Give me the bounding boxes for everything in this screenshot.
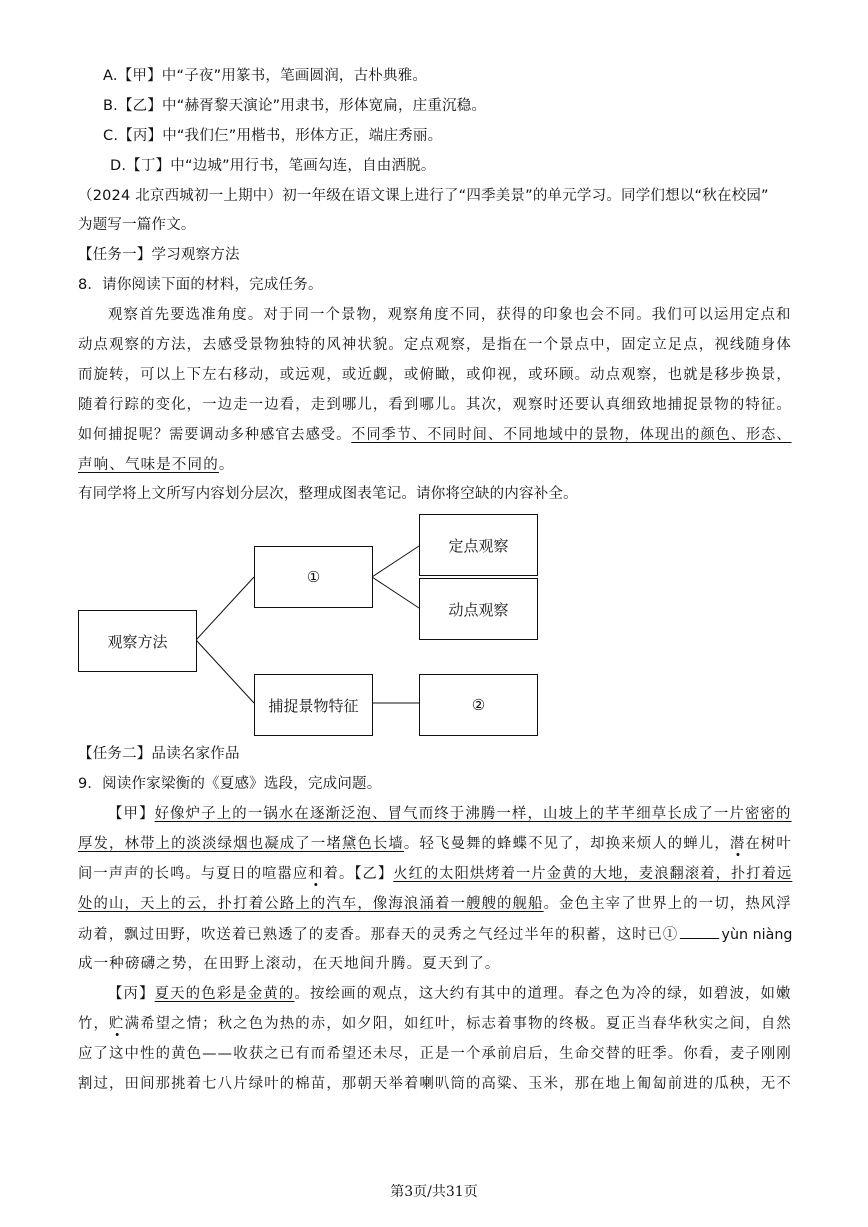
underlined-text: 不同季节、不同时间、不同地域中的景物，体现出的颜色、形态、 <box>351 427 792 443</box>
passage2-line-10: 割过，田间那挑着七八片绿叶的棉苗，那朝天举着喇叭筒的高粱、玉米，那在地上匍匐前进的瓜秧，无不 <box>78 1076 792 1092</box>
passage1-line-2: 动点观察的方法，去感受景物独特的风神状貌。定点观察，是指在一个景点中，固定立足点，视线随身体 <box>78 337 792 353</box>
task2-heading: 【任务二】品读名家作品 <box>78 746 240 762</box>
option-b: B.【乙】中“赫胥黎天演论”用隶书，形体宽扁，庄重沉稳。 <box>103 98 487 114</box>
intro-line-2: 为题写一篇作文。 <box>78 217 196 233</box>
passage2-line-5: 动着，飘过田野，吹送着已熟透了的麦香。那春天的灵秀之气经过半年的积蓄，这时已① yùn niàng <box>78 924 792 945</box>
diagram-moving-label: 动点观察 <box>448 600 509 619</box>
task1-heading: 【任务一】学习观察方法 <box>78 247 240 263</box>
diagram-root-label: 观察方法 <box>107 632 168 651</box>
blank-marker-2: ② <box>471 696 486 714</box>
page-number: 第3页/共31页 <box>390 1184 478 1200</box>
passage2-line-2: 厚发，林带上的淡淡绿烟也凝成了一堵黛色长墙。轻飞曼舞的蜂蝶不见了，却换来烦人的蝉儿，潜在树叶 <box>78 836 792 852</box>
passage2-line-7: 【丙】夏天的色彩是金黄的。按绘画的观点，这大约有其中的道理。春之色为冷的绿，如碧波，如嫩 <box>108 986 792 1002</box>
task1-note: 有同学将上文所写内容划分层次，整理成图表笔记。请你将空缺的内容补全。 <box>78 486 578 502</box>
question-9: 9．阅读作家梁衡的《夏感》选段，完成问题。 <box>78 776 382 792</box>
passage2-line-6: 成一种磅礴之势，在田野上滚动，在天地间升腾。夏天到了。 <box>78 956 501 972</box>
diagram-moving-box <box>419 578 538 640</box>
option-a: A.【甲】中“子夜”用篆书，笔画圆润，古朴典雅。 <box>103 68 428 84</box>
passage1-line-6: 声响、气味是不同的。 <box>78 457 235 473</box>
dotted-char: 潜 <box>729 836 746 852</box>
passage2-line-1 <box>108 804 792 824</box>
intro-line-1: （2024 北京西城初一上期中）初一年级在语文课上进行了“四季美景”的单元学习。同学们想以“秋在校园” <box>78 188 769 204</box>
passage1-line-4: 随着行踪的变化，一边走一边看，走到哪儿，看到哪儿。其次，观察时还要认真细致地捕捉景物的特征。 <box>78 397 792 413</box>
blank-marker-1: ① <box>306 568 321 586</box>
passage1-line-5: 如何捕捉呢？需要调动多种感官去感受。不同季节、不同时间、不同地域中的景物，体现出的颜色、形态、 <box>78 427 792 443</box>
dotted-char: 贮 <box>109 1016 125 1032</box>
diagram-blank-1-box <box>254 546 373 608</box>
diagram-fixed-box <box>419 514 538 576</box>
passage2-line-8: 竹，贮满希望之情；秋之色为热的赤，如夕阳，如红叶，标志着事物的终极。夏正当春华秋实之间，自然 <box>78 1016 792 1032</box>
pinyin-hint: yùn niàng <box>721 927 793 943</box>
section-marker-bing: 【丙】 <box>108 986 155 1002</box>
option-c: C.【丙】中“我们仨”用楷书，形体方正，端庄秀丽。 <box>103 128 443 144</box>
passage2-line-3: 间一声声的长鸣。与夏日的喧嚣应和着。【乙】火红的太阳烘烤着一片金黄的大地，麦浪翻滚着，扑打着远 <box>78 866 793 882</box>
section-marker-yi: 【乙】 <box>354 866 394 882</box>
passage1-line-1: 观察首先要选准角度。对于同一个景物，观察角度不同，获得的印象也会不同。我们可以运用定点和 <box>108 307 792 323</box>
underlined-text: 厚发，林带上的淡淡绿烟也凝成了一堵黛色长墙 <box>78 836 404 852</box>
question-8: 8．请你阅读下面的材料，完成任务。 <box>78 277 323 293</box>
passage2-line-9: 应了这中性的黄色——收获之已有而希望还未尽，正是一个承前启后，生命交替的旺季。你看，麦子刚刚 <box>78 1046 792 1062</box>
diagram-fixed-label: 定点观察 <box>448 536 509 555</box>
underlined-text: 处的山，天上的云，扑打着公路上的汽车，像海浪涌着一艘艘的舰船 <box>78 896 544 912</box>
underlined-text: 夏天的色彩是金黄的 <box>154 986 295 1002</box>
passage2-line-4: 处的山，天上的云，扑打着公路上的汽车，像海浪涌着一艘艘的舰船。金色主宰了世界上的一切，热风浮 <box>78 896 792 912</box>
dotted-char: 和 <box>308 866 324 882</box>
answer-blank[interactable] <box>680 924 719 939</box>
option-d: D.【丁】中“边城”用行书，笔画勾连，自由洒脱。 <box>110 158 436 174</box>
diagram-root-box <box>78 610 197 672</box>
underlined-text: 声响、气味是不同的 <box>78 457 219 473</box>
underlined-text: 好像炉子上的一锅水在逐渐泛泡、冒气而终于沸腾一样，山坡上的芊芊细草长成了一片密密的 <box>154 806 792 822</box>
diagram-capture-label: 捕捉景物特征 <box>268 696 359 715</box>
underlined-text: 火红的太阳烘烤着一片金黄的大地，麦浪翻滚着，扑打着远 <box>393 866 793 882</box>
section-marker-jia: 【甲】 <box>108 806 155 822</box>
passage1-line-3: 而旋转，可以上下左右移动，或远观，或近觑，或俯瞰，或仰视，或环顾。动点观察，也就是移步换景， <box>78 367 792 383</box>
diagram-blank-2-box <box>419 674 538 736</box>
diagram-capture-box <box>254 674 373 736</box>
